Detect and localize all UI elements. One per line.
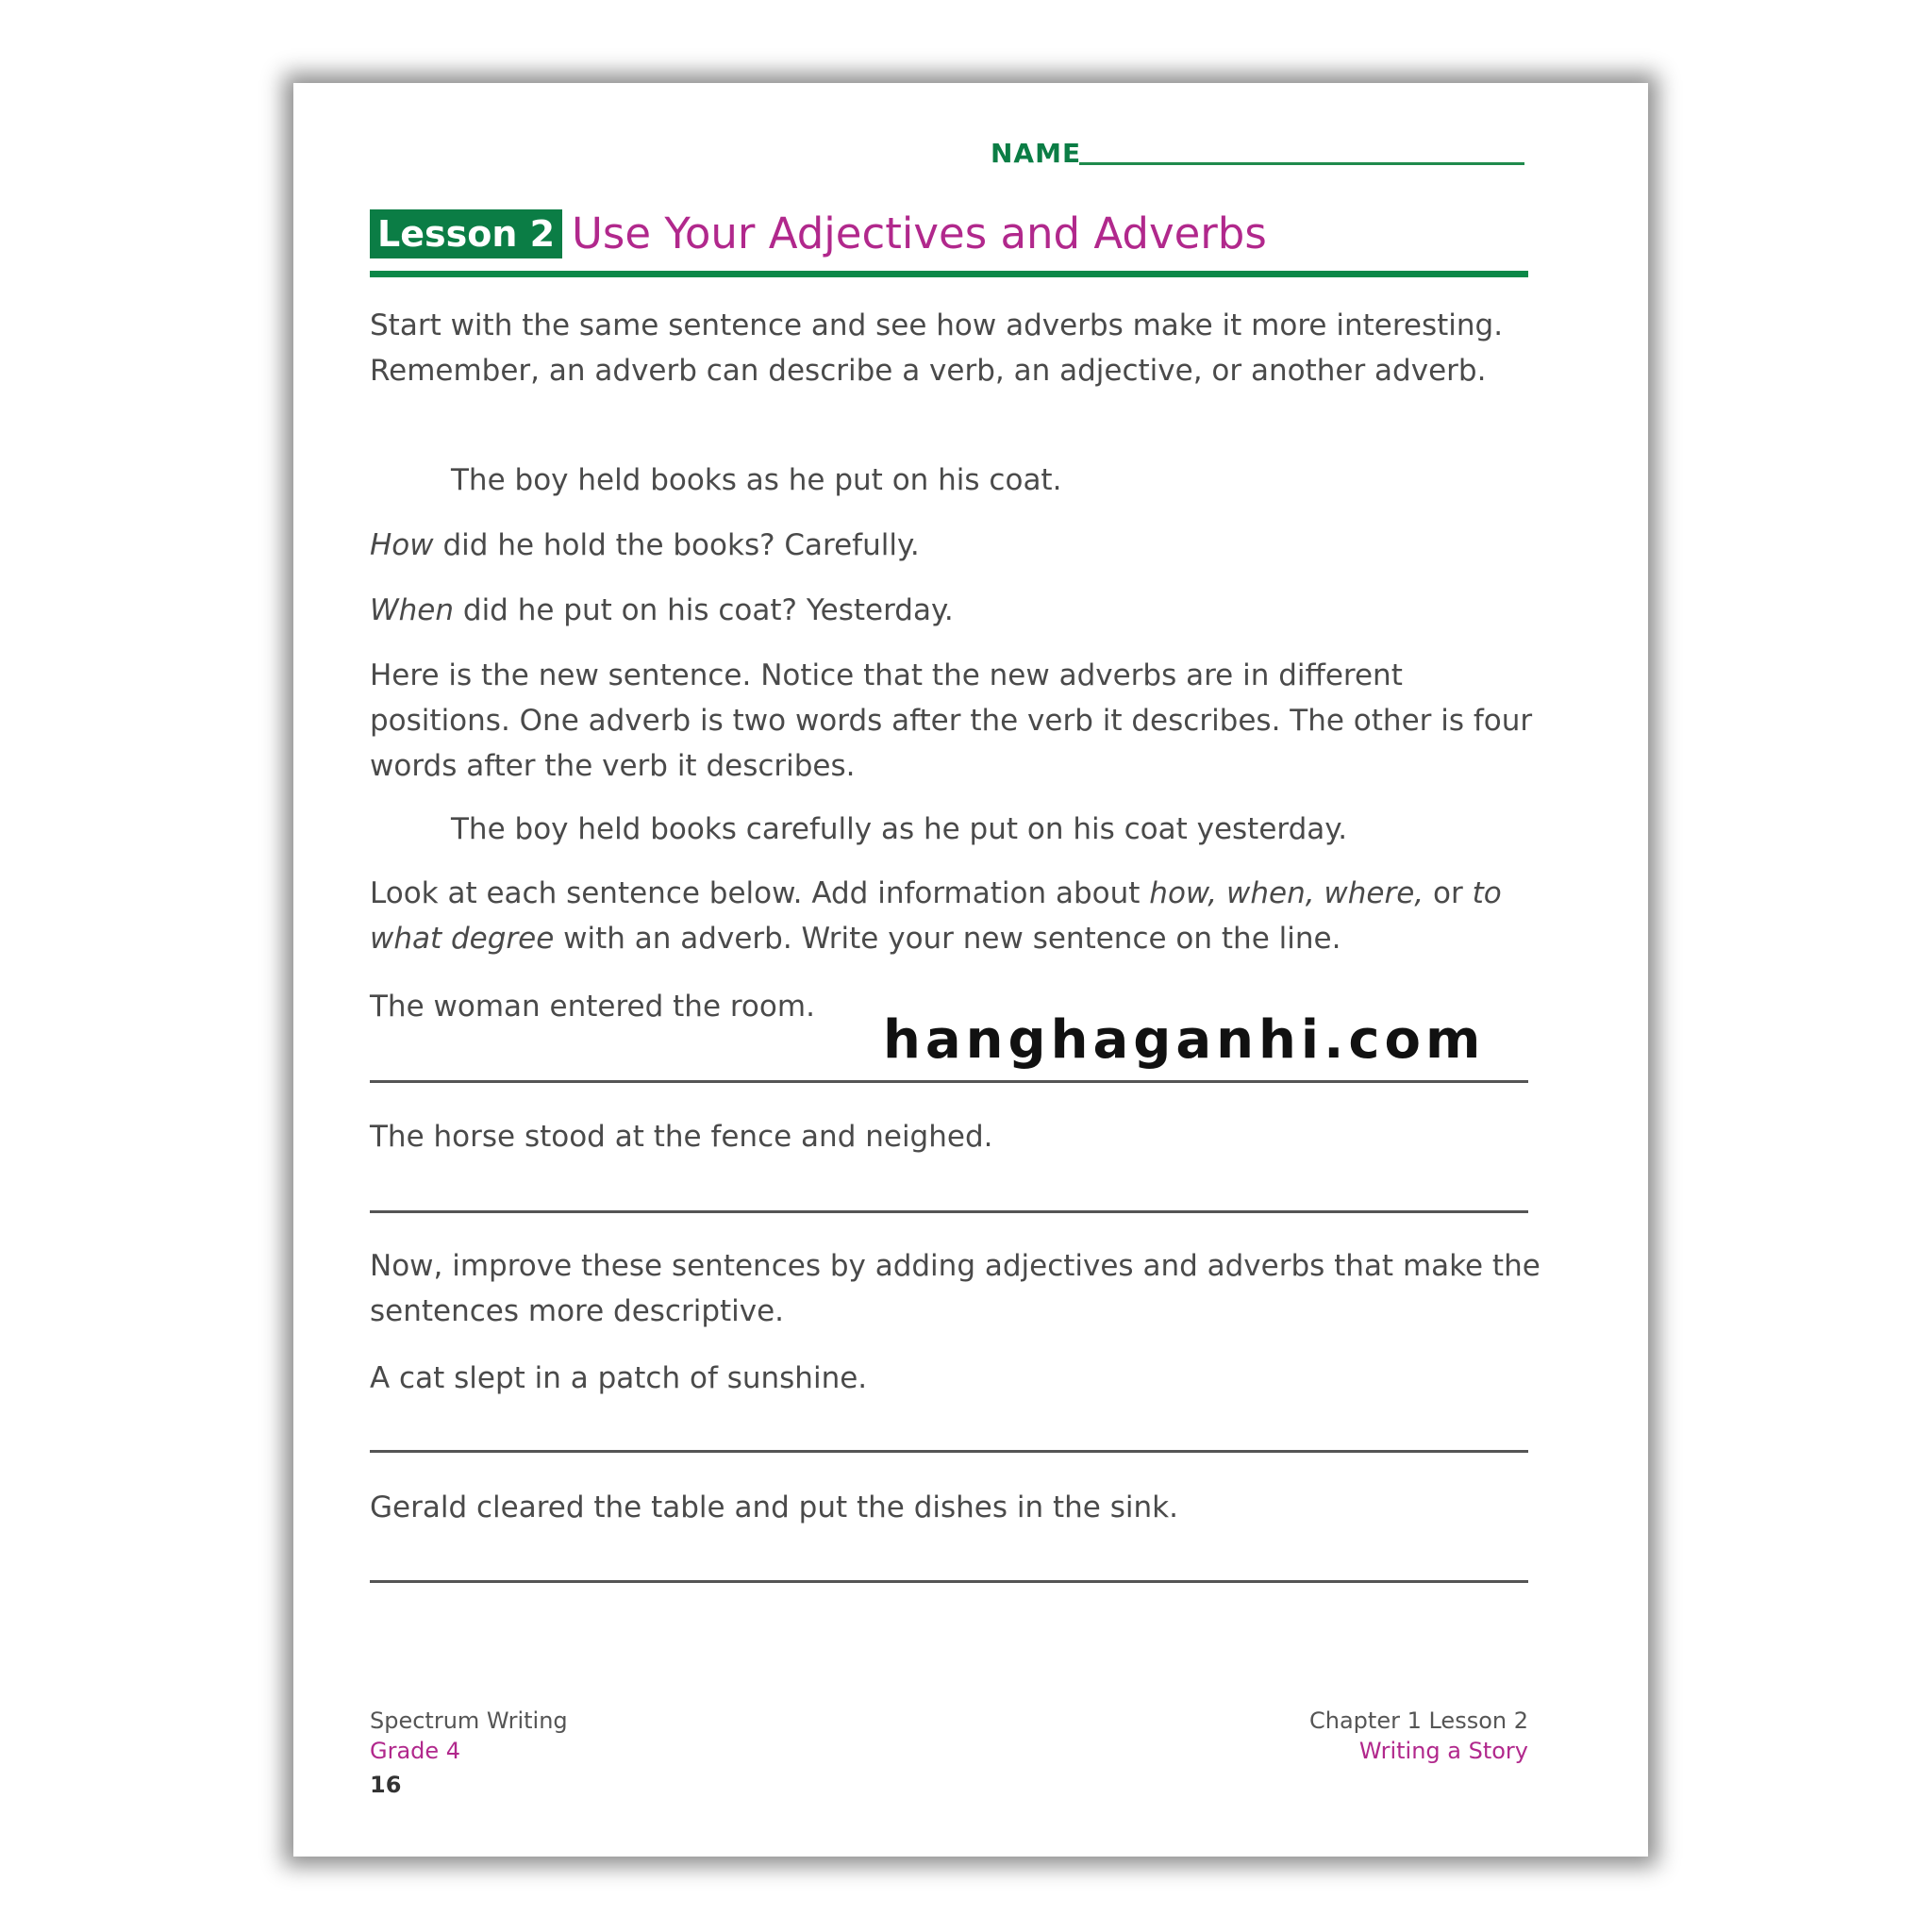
question-when-text: did he put on his coat? Yesterday.: [454, 593, 954, 627]
page-title: Use Your Adjectives and Adverbs: [572, 208, 1267, 258]
exercise-sentence-2: The horse stood at the fence and neighed.: [370, 1120, 993, 1154]
answer-line-2[interactable]: [370, 1210, 1528, 1213]
question-how: [370, 523, 1549, 568]
lesson-badge: Lesson 2: [370, 209, 562, 258]
name-label: NAME: [991, 138, 1082, 169]
question-how-keyword: How: [370, 528, 434, 562]
instructions-italic-1: how, when, where,: [1149, 876, 1424, 910]
watermark-text: hanghaganhi.com: [883, 1009, 1486, 1071]
instructions-text-2: or: [1424, 876, 1473, 910]
answer-line-4[interactable]: [370, 1580, 1528, 1583]
answer-line-1[interactable]: [370, 1080, 1528, 1083]
exercise-sentence-1: The woman entered the room.: [370, 990, 815, 1024]
footer-section: Writing a Story: [1358, 1738, 1528, 1764]
explanation-paragraph: Here is the new sentence. Notice that the new adverbs are in different positions. One adverb is two words after the verb it describes. The other is four words after the verb it describes.: [370, 658, 1533, 783]
footer-chapter: Chapter 1 Lesson 2: [1309, 1707, 1528, 1734]
new-sentence: The boy held books carefully as he put on his coat yesterday.: [451, 812, 1348, 846]
improve-instructions: Now, improve these sentences by adding adjectives and adverbs that make the sentences more descriptive.: [370, 1249, 1541, 1328]
lesson-header: [370, 206, 1528, 277]
title-divider: [370, 271, 1528, 277]
exercise-sentence-3: A cat slept in a patch of sunshine.: [370, 1361, 868, 1395]
question-when: [370, 588, 1549, 633]
name-field: [991, 138, 1528, 175]
intro-paragraph: Start with the same sentence and see how adverbs make it more interesting. Remember, an adverb can describe a verb, an adjective, or another adverb.: [370, 308, 1504, 388]
instructions-paragraph: [370, 871, 1549, 961]
footer-grade: Grade 4: [370, 1738, 461, 1764]
instructions-text-1: Look at each sentence below. Add information about: [370, 876, 1150, 910]
footer-book: Spectrum Writing: [370, 1707, 568, 1734]
answer-line-3[interactable]: [370, 1450, 1528, 1453]
exercise-sentence-4: Gerald cleared the table and put the dishes in the sink.: [370, 1491, 1178, 1524]
question-when-keyword: When: [370, 593, 455, 627]
name-write-line: [1079, 162, 1524, 165]
instructions-text-3: with an adverb. Write your new sentence on the line.: [554, 922, 1341, 956]
page-number: 16: [370, 1772, 402, 1798]
instructions-italic-2: to what degree: [370, 876, 1502, 956]
question-how-text: did he hold the books? Carefully.: [433, 528, 920, 562]
example-sentence: The boy held books as he put on his coat.: [451, 463, 1062, 497]
